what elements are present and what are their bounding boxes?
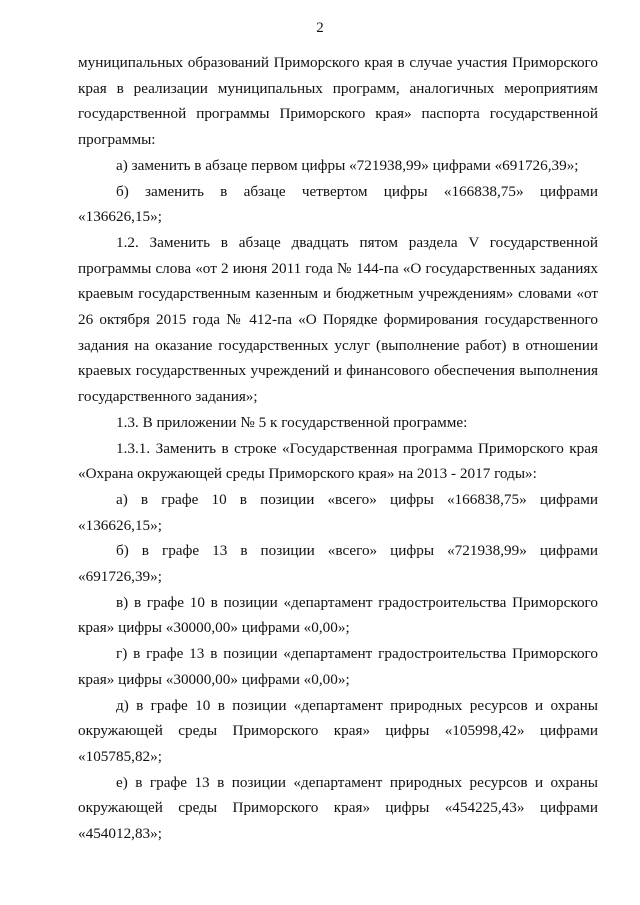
paragraph-continuation: муниципальных образований Приморского края в случае участия Приморского края в реализации муниципальных программ, аналогичных мероприятиям государственной программы Приморского края» паспорта государственной программы: — [78, 54, 598, 149]
document-body — [78, 50, 598, 847]
paragraph-sub-v: в) в графе 10 в позиции «департамент градостроительства Приморского края» цифры «30000,00» цифрами «0,00»; — [78, 593, 598, 637]
paragraph-1-3-1: 1.3.1. Заменить в строке «Государственная программа Приморского края «Охрана окружающей среды Приморского края» на 2013 - 2017 годы»: — [78, 439, 598, 483]
paragraph-1-2: 1.2. Заменить в абзаце двадцать пятом раздела V государственной программы слова «от 2 июня 2011 года № 144-па «О государственных заданиях краевым государственным казенным и бюджетным учреждениям» словами «от 26 октября 2015 года № 412-па «О Порядке формирования государственного задания на оказание государственных услуг (выполнение работ) в отношении краевых государственных учреждений и финансового обеспечения выполнения государственного задания»; — [78, 233, 598, 406]
paragraph-sub-d: д) в графе 10 в позиции «департамент природных ресурсов и охраны окружающей среды Приморского края» цифры «105998,42» цифрами «105785,82»; — [78, 696, 598, 765]
paragraph-item-b: б) заменить в абзаце четвертом цифры «166838,75» цифрами «136626,15»; — [78, 182, 598, 226]
paragraph-1-3: 1.3. В приложении № 5 к государственной программе: — [116, 413, 468, 431]
paragraph-item-a: а) заменить в абзаце первом цифры «721938,99» цифрами «691726,39»; — [116, 156, 579, 174]
paragraph-sub-b: б) в графе 13 в позиции «всего» цифры «721938,99» цифрами «691726,39»; — [78, 542, 598, 586]
paragraph-sub-g: г) в графе 13 в позиции «департамент градостроительства Приморского края» цифры «30000,00» цифрами «0,00»; — [78, 645, 598, 688]
paragraph-sub-a: а) в графе 10 в позиции «всего» цифры «166838,75» цифрами «136626,15»; — [78, 490, 598, 534]
page-number: 2 — [316, 20, 324, 36]
paragraph-sub-e: е) в графе 13 в позиции «департамент природных ресурсов и охраны окружающей среды Приморского края» цифры «454225,43» цифрами «454012,83»; — [78, 773, 598, 843]
